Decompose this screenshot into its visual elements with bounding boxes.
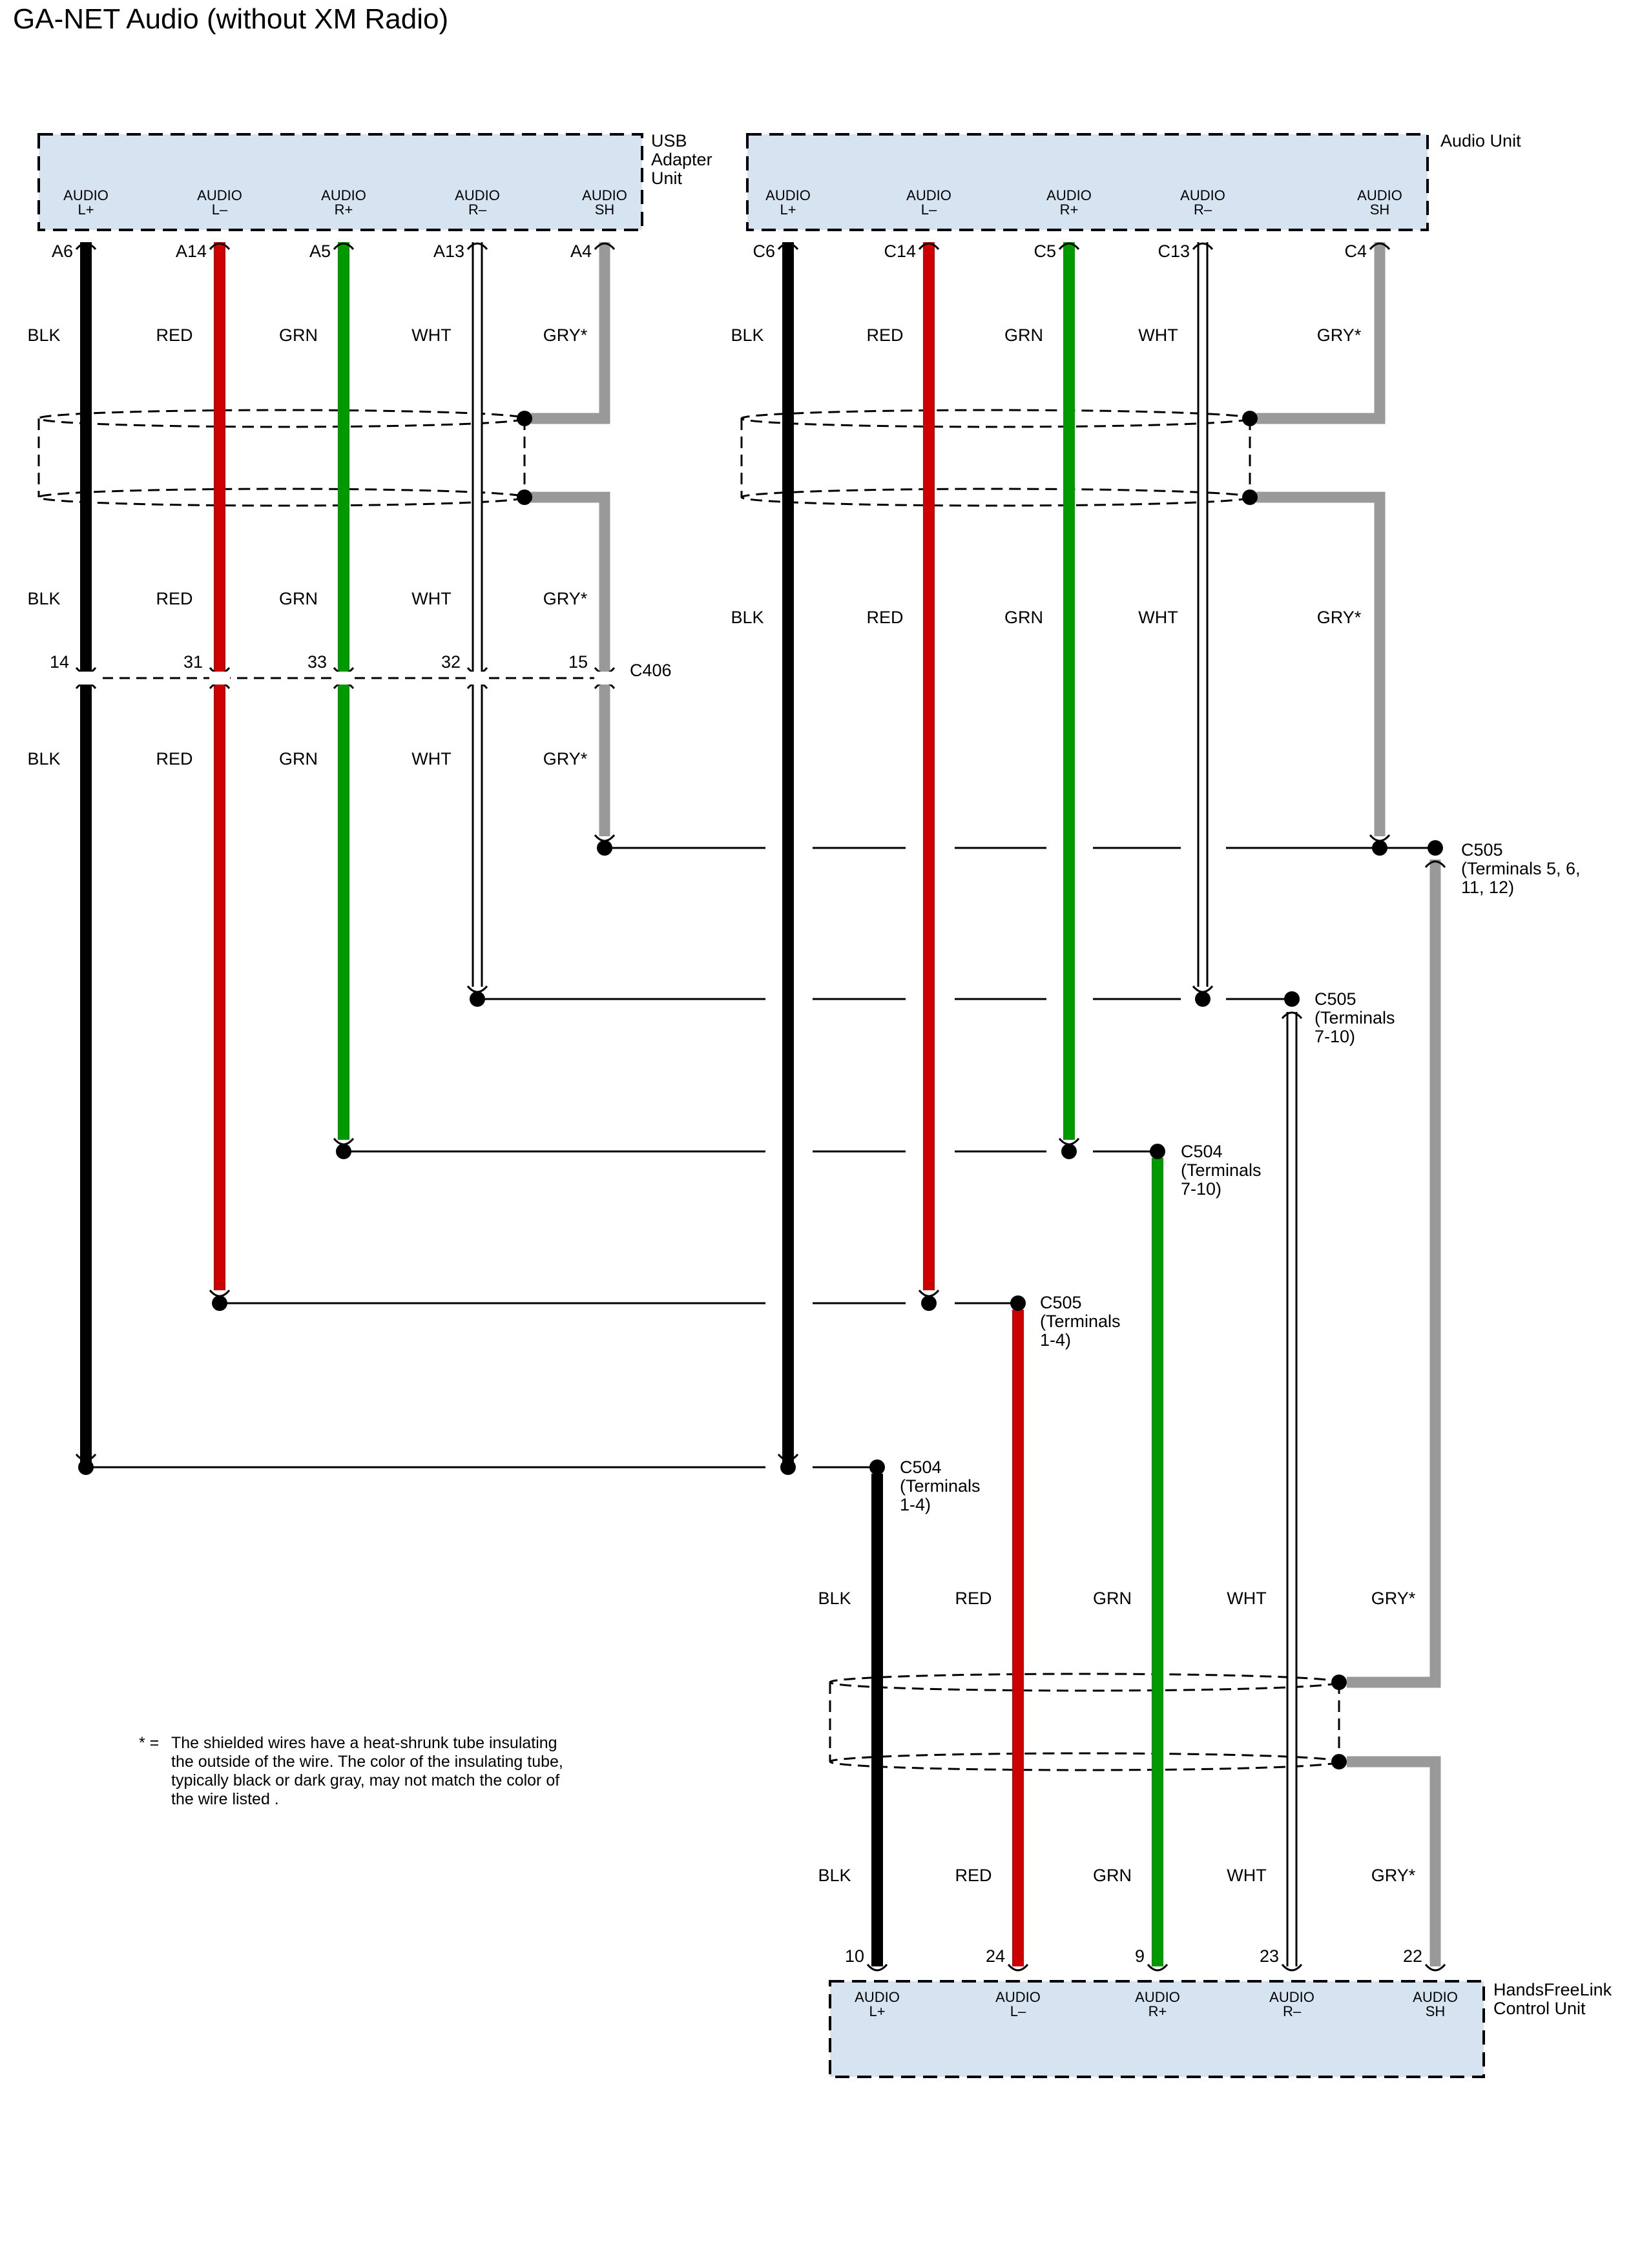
shield-hfl-bottom xyxy=(830,1753,1339,1770)
splice-dot xyxy=(336,1144,351,1159)
usb-pin-label: AUDIO xyxy=(321,187,366,203)
wire-color-label: WHT xyxy=(1227,1866,1267,1885)
wire-color-label: RED xyxy=(866,608,904,627)
wire-color-label: GRY* xyxy=(1371,1589,1416,1608)
wire-color-label: GRY* xyxy=(543,749,588,768)
wire-color-label: WHT xyxy=(411,589,452,608)
wire-color-label: GRY* xyxy=(543,589,588,608)
audio-pin-label: SH xyxy=(1369,201,1390,218)
audio-unit-name: Audio Unit xyxy=(1440,131,1521,150)
hfl-terminal-label: 10 xyxy=(844,1946,864,1966)
audio-pin-label: AUDIO xyxy=(765,187,811,203)
wire-color-label: RED xyxy=(156,325,193,345)
splice-label-sh: C505 xyxy=(1461,840,1503,860)
usb-pin-label: AUDIO xyxy=(197,187,242,203)
c406-pin-number: 32 xyxy=(441,652,461,672)
audio-pin-label: R– xyxy=(1193,201,1212,218)
wire-color-label: BLK xyxy=(731,608,764,627)
hfl-unit-name: HandsFreeLink xyxy=(1493,1980,1612,1999)
wire-color-label: BLK xyxy=(27,749,61,768)
wire-color-label: RED xyxy=(866,325,904,345)
splice-label-lp: C504 xyxy=(900,1458,942,1477)
hfl-pin-label: AUDIO xyxy=(995,1989,1041,2005)
hfl-pin-label: AUDIO xyxy=(855,1989,900,2005)
c406-name: C406 xyxy=(630,661,672,680)
wire-color-label: RED xyxy=(955,1589,992,1608)
c406-gap xyxy=(467,672,488,685)
splice-label-lm: 1-4) xyxy=(1040,1330,1072,1350)
usb-pin-label: AUDIO xyxy=(63,187,109,203)
splice-label-rp: (Terminals xyxy=(1181,1160,1262,1180)
wire-color-label: BLK xyxy=(818,1866,851,1885)
c406-gap xyxy=(209,672,230,685)
wire-color-label: BLK xyxy=(818,1589,851,1608)
hfl-pin-label: AUDIO xyxy=(1413,1989,1458,2005)
audio-pin-label: AUDIO xyxy=(906,187,951,203)
c406-gap xyxy=(76,672,96,685)
hfl-pin-label: L– xyxy=(1010,2003,1026,2019)
usb-terminal-label: A5 xyxy=(309,242,331,261)
wire-color-label: GRY* xyxy=(1316,608,1362,627)
wire-color-label: WHT xyxy=(411,325,452,345)
splice-dot xyxy=(1372,840,1387,856)
usb-pin-label: AUDIO xyxy=(455,187,500,203)
wire-end-cap xyxy=(1193,986,1212,992)
audio-pin-label: L– xyxy=(920,201,937,218)
audio-pin-label: R+ xyxy=(1059,201,1079,218)
c406-gap xyxy=(333,672,354,685)
usb-pin-label: L+ xyxy=(78,201,94,218)
wire-color-label: BLK xyxy=(27,589,61,608)
hfl-unit-name: Control Unit xyxy=(1493,1999,1586,2018)
splice-label-sh: 11, 12) xyxy=(1461,878,1515,897)
usb-terminal-label: A13 xyxy=(433,242,464,261)
hfl-terminal-label: 23 xyxy=(1259,1946,1279,1966)
shield-drain-dot xyxy=(1331,1754,1347,1769)
splice-label-rm: 7-10) xyxy=(1314,1027,1356,1046)
wire-color-label: GRN xyxy=(279,749,318,768)
c406-pin-number: 33 xyxy=(307,652,327,672)
splice-dot xyxy=(1428,840,1443,856)
wire-color-label: WHT xyxy=(1138,325,1178,345)
shield-drain-dot xyxy=(1331,1675,1347,1690)
wire-color-label: BLK xyxy=(27,325,61,345)
connector-c406 xyxy=(50,652,672,685)
audio-terminal-label: C14 xyxy=(884,242,916,261)
audio-terminal-label: C6 xyxy=(753,242,775,261)
footnote-mark: * = xyxy=(139,1734,160,1752)
footnote-line: The shielded wires have a heat-shrunk tube insulating xyxy=(171,1734,557,1752)
wire-audio-gry-out xyxy=(1256,497,1380,836)
shield-usb-bottom xyxy=(39,489,525,506)
wire-hfl-gry-in xyxy=(1347,860,1435,1682)
wire-color-label: WHT xyxy=(1227,1589,1267,1608)
audio-pin-label: AUDIO xyxy=(1046,187,1092,203)
usb-terminal-label: A4 xyxy=(570,242,592,261)
splice-dot xyxy=(1150,1144,1165,1159)
wire-color-label: WHT xyxy=(411,749,452,768)
shield-drain-dot xyxy=(517,411,532,426)
diagram-title: GA-NET Audio (without XM Radio) xyxy=(13,3,449,35)
splice-dot xyxy=(1061,1144,1077,1159)
splice-label-lp: (Terminals xyxy=(900,1476,981,1496)
wire-color-label: GRY* xyxy=(1371,1866,1416,1885)
wire-color-label: GRN xyxy=(1004,608,1043,627)
wire-color-label: GRY* xyxy=(543,325,588,345)
splice-label-rp: 7-10) xyxy=(1181,1179,1222,1199)
hfl-pin-label: AUDIO xyxy=(1269,1989,1314,2005)
splice-points xyxy=(900,840,1581,1514)
usb-pin-label: R– xyxy=(468,201,487,218)
wire-color-label: RED xyxy=(955,1866,992,1885)
wire-end-cap xyxy=(468,986,487,992)
wire-color-label: BLK xyxy=(731,325,764,345)
wire-color-label: GRY* xyxy=(1316,325,1362,345)
shield-audio-bottom xyxy=(742,489,1250,506)
hfl-pin-label: R+ xyxy=(1148,2003,1167,2019)
usb-unit-name: USB xyxy=(651,131,687,150)
audio-pin-label: L+ xyxy=(780,201,796,218)
shield-usb-top xyxy=(39,410,525,427)
footnote xyxy=(139,1734,563,1808)
audio-unit-box xyxy=(747,134,1428,230)
wire-color-label: RED xyxy=(156,749,193,768)
usb-pin-label: R+ xyxy=(334,201,353,218)
wire-color-label: GRN xyxy=(279,589,318,608)
wire-color-label: GRN xyxy=(1004,325,1043,345)
usb-pin-label: SH xyxy=(594,201,615,218)
splice-dot xyxy=(78,1459,94,1475)
usb-pin-label: L– xyxy=(211,201,228,218)
wire-color-label: GRN xyxy=(279,325,318,345)
usb-unit-name: Adapter xyxy=(651,150,712,169)
hfl-terminal-label: 22 xyxy=(1402,1946,1422,1966)
wire-end-cap xyxy=(919,1290,939,1296)
c406-pin-number: 31 xyxy=(183,652,203,672)
splice-label-rm: C505 xyxy=(1314,989,1356,1009)
wire-color-label: GRN xyxy=(1093,1866,1132,1885)
wire-end-cap xyxy=(210,1290,229,1296)
splice-dot xyxy=(1195,991,1210,1007)
hfl-pin-label: AUDIO xyxy=(1135,1989,1180,2005)
splice-dot xyxy=(1010,1295,1026,1311)
wire-color-label: RED xyxy=(156,589,193,608)
splice-dot xyxy=(470,991,485,1007)
hfl-terminal-label: 24 xyxy=(985,1946,1005,1966)
shield-drain-dot xyxy=(517,490,532,505)
footnote-line: typically black or dark gray, may not match the color of xyxy=(171,1771,560,1789)
shield-drain-dot xyxy=(1242,411,1258,426)
usb-unit-name: Unit xyxy=(651,169,683,188)
shield-audio-top xyxy=(742,410,1250,427)
splice-dot xyxy=(780,1459,796,1475)
c406-pin-number: 14 xyxy=(49,652,69,672)
footnote-line: the wire listed . xyxy=(171,1790,279,1808)
splice-dot xyxy=(597,840,612,856)
shield-drain-dot xyxy=(1242,490,1258,505)
audio-pin-label: AUDIO xyxy=(1180,187,1225,203)
audio-terminal-label: C4 xyxy=(1344,242,1367,261)
splice-dot xyxy=(212,1295,227,1311)
splice-dot xyxy=(869,1459,885,1475)
usb-pin-label: AUDIO xyxy=(582,187,627,203)
footnote-line: the outside of the wire. The color of the insulating tube, xyxy=(171,1753,563,1771)
wire-hfl-gry-out xyxy=(1347,1762,1435,1966)
hfl-pin-label: SH xyxy=(1425,2003,1446,2019)
splice-dot xyxy=(1284,991,1300,1007)
audio-terminal-label: C13 xyxy=(1158,242,1190,261)
splice-label-rm: (Terminals xyxy=(1314,1008,1395,1027)
shield-hfl-top xyxy=(830,1674,1339,1691)
wire-color-label: GRN xyxy=(1093,1589,1132,1608)
splice-dot xyxy=(921,1295,937,1311)
splice-label-rp: C504 xyxy=(1181,1142,1223,1161)
splice-label-lm: (Terminals xyxy=(1040,1312,1121,1331)
wire-color-label: WHT xyxy=(1138,608,1178,627)
hfl-terminal-label: 9 xyxy=(1134,1946,1145,1966)
hfl-pin-label: R– xyxy=(1282,2003,1302,2019)
hfl-pin-label: L+ xyxy=(869,2003,886,2019)
splice-label-lm: C505 xyxy=(1040,1293,1082,1312)
c406-gap xyxy=(594,672,615,685)
usb-terminal-label: A6 xyxy=(51,242,73,261)
splice-label-lp: 1-4) xyxy=(900,1495,931,1514)
audio-pin-label: AUDIO xyxy=(1357,187,1402,203)
audio-terminal-label: C5 xyxy=(1034,242,1056,261)
c406-pin-number: 15 xyxy=(568,652,588,672)
usb-terminal-label: A14 xyxy=(175,242,207,261)
splice-label-sh: (Terminals 5, 6, xyxy=(1461,859,1581,878)
